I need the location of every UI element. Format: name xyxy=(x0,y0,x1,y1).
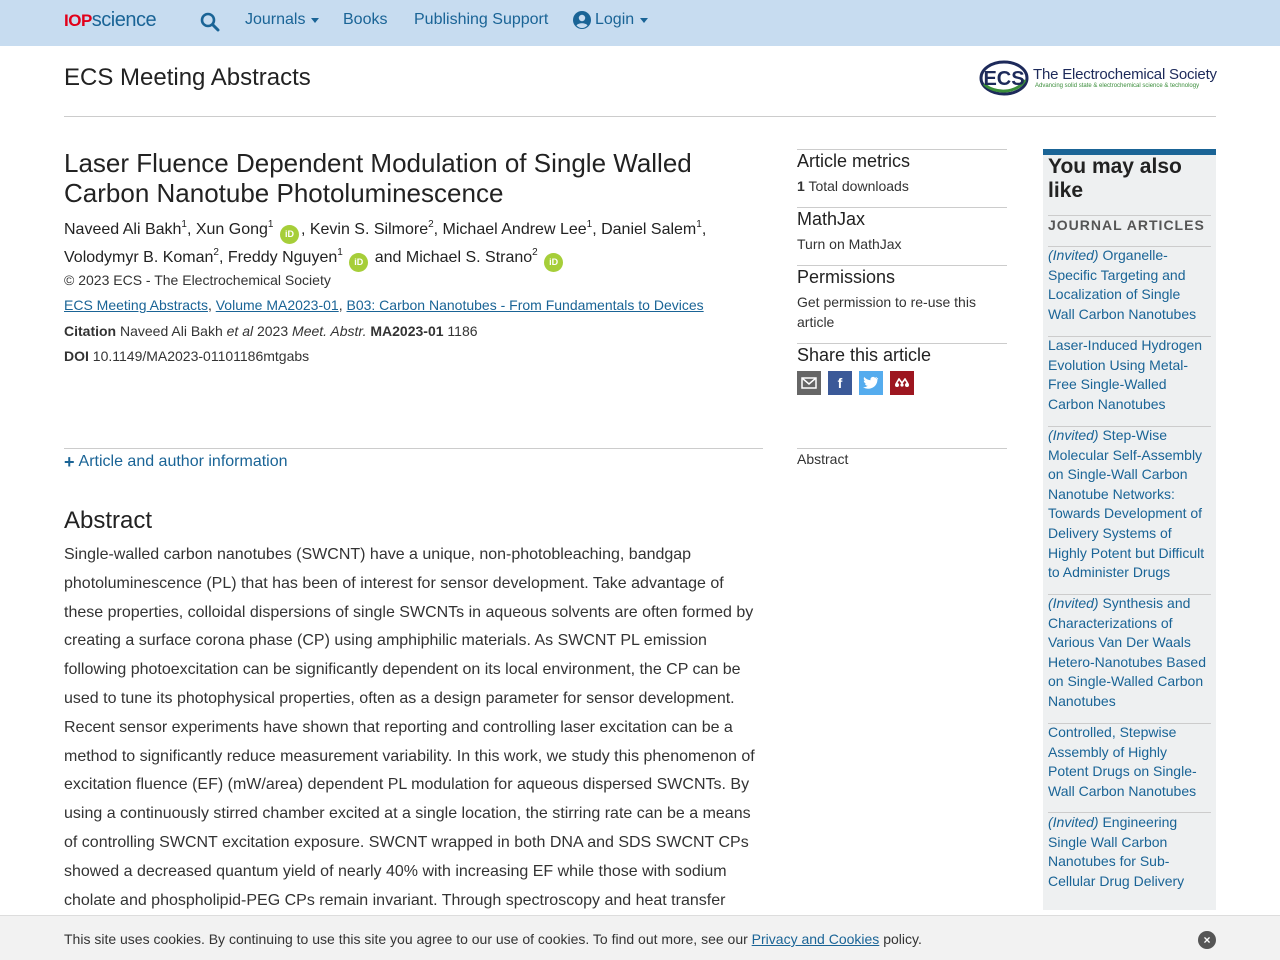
downloads-line xyxy=(797,176,1007,196)
orcid-icon[interactable]: iD xyxy=(349,253,368,272)
email-icon[interactable] xyxy=(797,371,821,395)
author-affiliation: 2 xyxy=(532,246,538,258)
citation-volume: MA2023-01 xyxy=(370,323,444,339)
ecs-logo-text: ECS xyxy=(983,68,1025,90)
article-metrics-section xyxy=(797,151,1007,196)
permissions-heading: Permissions xyxy=(797,267,896,287)
related-article-link[interactable] xyxy=(1048,426,1208,583)
author-name[interactable]: Naveed Ali Bakh xyxy=(64,221,182,238)
toc-abstract-link[interactable]: Abstract xyxy=(797,451,849,467)
ecs-society-logo[interactable] xyxy=(979,60,1219,98)
share-section xyxy=(797,345,1007,366)
breadcrumb-volume-link[interactable]: Volume MA2023-01 xyxy=(215,297,339,313)
share-heading: Share this article xyxy=(797,345,932,365)
breadcrumb-section-link[interactable]: B03: Carbon Nanotubes - From Fundamentals to Devices xyxy=(346,297,704,313)
header-divider xyxy=(64,116,1216,117)
downloads-label: Total downloads xyxy=(808,178,909,194)
related-article-link[interactable] xyxy=(1048,813,1208,891)
doi-label: DOI xyxy=(64,348,89,364)
cookie-text-after: policy. xyxy=(883,931,922,947)
breadcrumb: ECS Meeting Abstracts, Volume MA2023-01, B03: Carbon Nanotubes - From Fundamentals to Devices xyxy=(64,297,704,313)
close-icon[interactable]: × xyxy=(1198,931,1216,949)
doi-value[interactable]: 10.1149/MA2023-01101186mtgabs xyxy=(92,348,310,364)
nav-publishing-support-label: Publishing Support xyxy=(414,11,549,28)
author-affiliation: 2 xyxy=(428,218,434,230)
downloads-count: 1 xyxy=(797,178,805,194)
permissions-section xyxy=(797,267,1007,332)
citation-page: 1186 xyxy=(447,323,478,339)
citation-label: Citation xyxy=(64,323,117,339)
related-prefix: (Invited) xyxy=(1048,427,1099,443)
chevron-down-icon xyxy=(640,18,648,23)
author-name[interactable]: Michael S. Strano xyxy=(405,249,533,266)
citation-authors: Naveed Ali Bakh xyxy=(120,323,223,339)
nav-books-label: Books xyxy=(343,11,388,28)
article-info-label: Article and author information xyxy=(78,453,288,470)
author-name[interactable]: Freddy Nguyen xyxy=(227,249,338,266)
metrics-divider xyxy=(797,149,1007,150)
related-article-link[interactable] xyxy=(1048,723,1208,801)
related-title: Organelle-Specific Targeting and Localization of Single Wall Carbon Nanotubes xyxy=(1048,247,1197,322)
plus-icon: + xyxy=(64,452,75,472)
related-divider xyxy=(1048,215,1211,216)
related-prefix: (Invited) xyxy=(1048,814,1099,830)
nav-journals-dropdown[interactable] xyxy=(245,11,319,29)
doi-line xyxy=(64,348,309,364)
nav-login-dropdown[interactable] xyxy=(573,11,648,29)
related-subheading: JOURNAL ARTICLES xyxy=(1048,217,1205,233)
twitter-icon[interactable] xyxy=(859,371,883,395)
mathjax-heading: MathJax xyxy=(797,209,866,229)
author-affiliation: 1 xyxy=(267,218,274,230)
author-affiliation: 1 xyxy=(181,218,187,230)
citation-et-al: et al xyxy=(226,323,254,339)
mathjax-toggle-link[interactable]: Turn on MathJax xyxy=(797,236,902,252)
facebook-icon[interactable]: f xyxy=(828,371,852,395)
citation-journal: Meet. Abstr. xyxy=(292,323,367,339)
nav-journals-label: Journals xyxy=(245,11,306,28)
related-prefix: (Invited) xyxy=(1048,595,1099,611)
metrics-heading: Article metrics xyxy=(797,151,911,171)
ecs-logo-mark xyxy=(979,60,1029,96)
privacy-cookies-link[interactable]: Privacy and Cookies xyxy=(751,931,880,947)
journal-title[interactable]: ECS Meeting Abstracts xyxy=(64,64,311,91)
author-name[interactable]: Daniel Salem xyxy=(601,221,697,238)
and-connector: and xyxy=(374,249,402,266)
article-title: Laser Fluence Dependent Modulation of Single Walled Carbon Nanotube Photoluminescence xyxy=(64,148,692,208)
orcid-icon[interactable]: iD xyxy=(544,253,563,272)
related-article-link[interactable] xyxy=(1048,594,1208,712)
iopscience-logo[interactable] xyxy=(64,9,156,33)
related-title: Controlled, Stepwise Assembly of Highly Potent Drugs on Single-Wall Carbon Nanotubes xyxy=(1048,724,1197,799)
mathjax-divider xyxy=(797,207,1007,208)
search-icon[interactable] xyxy=(200,12,220,32)
related-article-link[interactable] xyxy=(1048,246,1208,324)
author-list: Naveed Ali Bakh$^1$, Xun Gong$^1$ iD , Kevin S. Silmore$^2$, Michael Andrew Lee$^1$, Daniel Salem$^1$, Volodymyr B. Koman$^2$, Freddy Nguyen$^1$ iD and Michael S. Strano$^2$ iD xyxy=(64,216,764,272)
related-title: Laser-Induced Hydrogen Evolution Using Metal-Free Single-Walled Carbon Nanotubes xyxy=(1048,337,1203,412)
breadcrumb-journal-link[interactable]: ECS Meeting Abstracts xyxy=(64,297,208,313)
citation-year: 2023 xyxy=(256,323,289,339)
author-affiliation: 1 xyxy=(696,218,702,230)
related-title: Synthesis and Characterizations of Various Van Der Waals Hetero-Nanotubes Based on Single-Walled Carbon Nanotubes xyxy=(1048,595,1206,709)
related-article-link[interactable] xyxy=(1048,336,1208,414)
permissions-divider xyxy=(797,265,1007,266)
nav-books-link[interactable] xyxy=(343,11,387,29)
society-tagline: Advancing solid state & electrochemical science & technology xyxy=(1035,83,1200,89)
author-name[interactable]: Michael Andrew Lee xyxy=(442,221,587,238)
abstract-heading: Abstract xyxy=(64,507,153,534)
related-title: Engineering Single Wall Carbon Nanotubes for Sub-Cellular Drug Delivery xyxy=(1048,814,1185,889)
cookie-banner xyxy=(0,915,1280,960)
content-divider xyxy=(64,448,763,449)
related-prefix: (Invited) xyxy=(1048,247,1099,263)
related-title: Step-Wise Molecular Self-Assembly on Single-Wall Carbon Nanotube Networks: Towards Development of Delivery Systems of Highly Potent but Difficult to Administer Drugs xyxy=(1048,427,1205,581)
mathjax-section xyxy=(797,209,1007,254)
chevron-down-icon xyxy=(311,18,319,23)
article-info-toggle[interactable] xyxy=(64,453,288,471)
author-name[interactable]: Kevin S. Silmore xyxy=(309,221,429,238)
related-heading: You may also like xyxy=(1048,155,1182,202)
author-affiliation: 2 xyxy=(213,246,219,258)
abstract-text: Single-walled carbon nanotubes (SWCNT) have a unique, non-photobleaching, bandgap photoluminescence (PL) that has been of interest for sensor development. Take advantage of these properties, colloidal dispersions of single SWCNTs in aqueous solvents are often formed by creating a surface corona phase (CP) using amphiphilic materials. As SWCNT PL emission following photoexcitation can be significantly dependent on its local environment, the CP can be used to tune its photophysical properties, often as a design parameter for sensor development. Recent sensor experiments have shown that reporting and controlling laser excitation can be a method to significantly reduce measurement variability. In this work, we study this phenomenon of excitation fluence (EF) (mW/area) dependent PL modulation for aqueous dispersed SWCNTs. By using a continuously stirred chamber excited at a single location, the stirring rate can be a means of controlling SWCNT excitation exposure. SWCNT wrapped in both DNA and SDS SWCNT CPs showed a decreased quantum yield of nearly 40% with increasing EF while those with sodium cholate and phospholipid-PEG CPs remain invariant. Through spectroscopy and heat transfer xyxy=(64,546,755,909)
permissions-link[interactable]: Get permission to re-use this article xyxy=(797,294,976,330)
cookie-text-before: This site uses cookies. By continuing to use this site you agree to our use of cookies. To find out more, see our xyxy=(64,931,748,947)
author-name[interactable]: Volodymyr B. Koman xyxy=(64,249,214,266)
share-icon-row xyxy=(797,371,914,395)
cookie-message xyxy=(64,931,922,947)
copyright-notice: © 2023 ECS - The Electrochemical Society xyxy=(64,272,331,288)
mendeley-icon[interactable] xyxy=(890,371,914,395)
user-circle-icon xyxy=(573,11,591,29)
nav-login-label: Login xyxy=(595,11,635,28)
society-name: The Electrochemical Society xyxy=(1033,66,1217,83)
author-affiliation: 1 xyxy=(337,246,343,258)
logo-iop-text: IOP xyxy=(64,11,92,30)
author-name[interactable]: Xun Gong xyxy=(195,221,268,238)
top-nav-bar xyxy=(0,0,1280,46)
nav-publishing-support-link[interactable] xyxy=(414,11,548,29)
share-divider xyxy=(797,343,1007,344)
citation-line xyxy=(64,323,478,339)
author-affiliation: 1 xyxy=(586,218,593,230)
orcid-icon[interactable]: iD xyxy=(280,225,299,244)
logo-science-text: science xyxy=(91,9,157,31)
